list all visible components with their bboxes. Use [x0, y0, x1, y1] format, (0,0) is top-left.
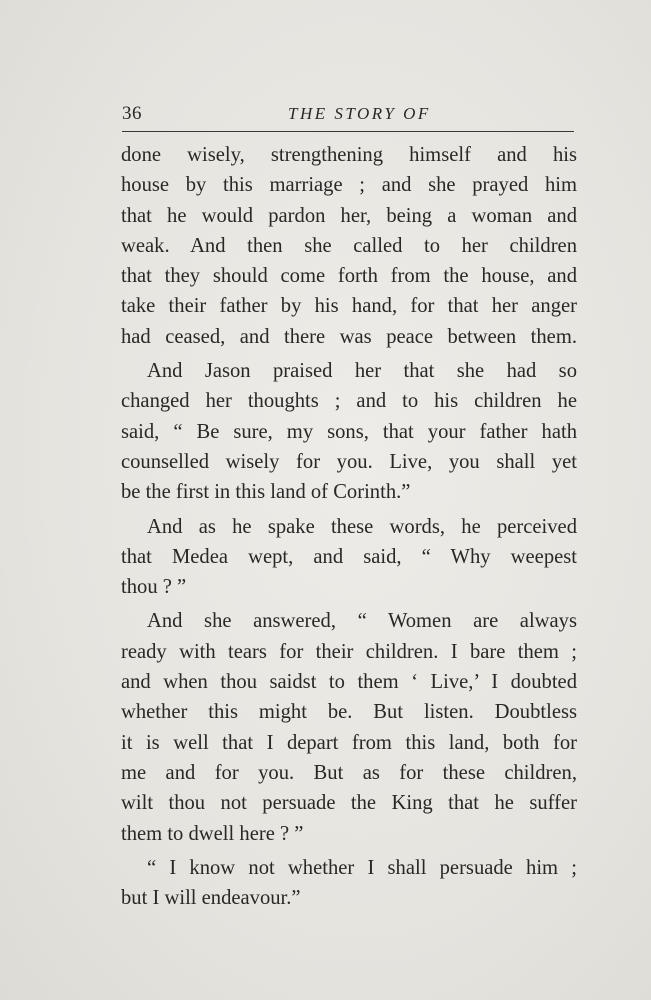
text-line: take their father by his hand, for that her anger	[121, 295, 577, 318]
text-line: done wisely, strengthening himself and his	[121, 144, 577, 166]
text-line: wilt thou not persuade the King that he suffer	[121, 792, 577, 815]
text-line: thou ? ”	[121, 576, 187, 599]
text-line: be the first in this land of Corinth.”	[121, 481, 411, 504]
page-header	[122, 103, 574, 133]
text-line: that he would pardon her, being a woman and	[121, 204, 577, 227]
text-line: “ I know not whether I shall persuade him ;	[147, 856, 577, 879]
text-line: and when thou saidst to them ‘ Live,’ I doubted	[121, 671, 577, 694]
text-line: And as he spake these words, he perceived	[147, 515, 577, 538]
text-line: ready with tears for their children. I bare them ;	[121, 640, 577, 663]
text-line: me and for you. But as for these children,	[121, 761, 577, 784]
text-line: that they should come forth from the house, and	[121, 265, 577, 288]
text-line: them to dwell here ? ”	[121, 822, 304, 845]
text-line: said, “ Be sure, my sons, that your father hath	[121, 420, 577, 443]
text-line: And she answered, “ Women are always	[147, 610, 577, 633]
running-head: THE STORY OF	[288, 104, 431, 123]
text-line: it is well that I depart from this land, both for	[121, 731, 577, 754]
text-line: house by this marriage ; and she prayed him	[121, 174, 577, 197]
body-text	[121, 140, 577, 913]
text-line: counselled wisely for you. Live, you shall yet	[121, 450, 577, 473]
page-number: 36	[122, 103, 142, 124]
text-line: changed her thoughts ; and to his children he	[121, 390, 577, 413]
text-line: whether this might be. But listen. Doubtless	[121, 701, 577, 724]
text-line: but I will endeavour.”	[121, 887, 301, 910]
text-line: that Medea wept, and said, “ Why weepest	[121, 545, 577, 568]
text-line: had ceased, and there was peace between them.	[121, 325, 577, 348]
text-line: And Jason praised her that she had so	[147, 360, 577, 383]
text-line: weak. And then she called to her children	[121, 234, 577, 257]
header-rule	[122, 131, 574, 132]
